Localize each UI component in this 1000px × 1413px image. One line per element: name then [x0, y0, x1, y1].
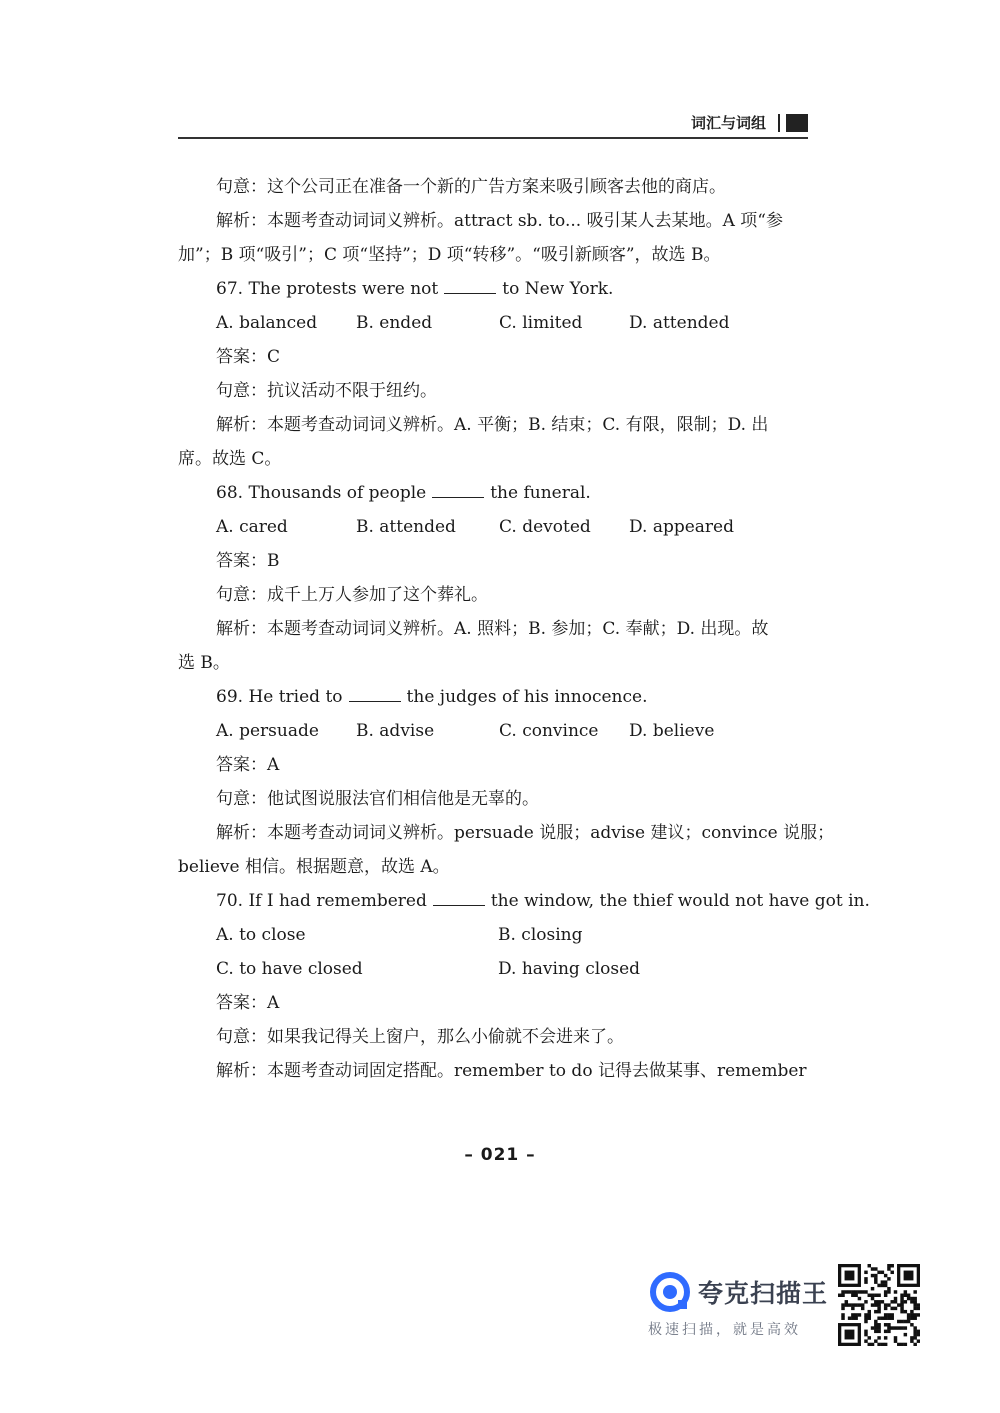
q69-options: [178, 714, 808, 748]
q67-option-a: A. balanced: [216, 313, 318, 333]
q70-options-row-1: [178, 918, 808, 952]
q67-stem-after: to New York.: [502, 279, 614, 299]
q68-stem: [178, 476, 808, 510]
q67-meaning: 句意：抗议活动不限于纽约。: [216, 381, 437, 401]
q68-options: [178, 510, 808, 544]
q69-option-c: C. convince: [499, 721, 599, 741]
q68-option-b: B. attended: [356, 517, 456, 537]
q69-option-d: D. believe: [629, 721, 715, 741]
q69-option-b: B. advise: [356, 721, 435, 741]
q66-meaning: 句意：这个公司正在准备一个新的广告方案来吸引顾客去他的商店。: [216, 177, 726, 197]
page-body: [178, 170, 870, 1088]
header-bar-mark: [778, 114, 780, 132]
q70-blank: [433, 890, 485, 906]
q67-analysis-1: 解析：本题考查动词词义辨析。A. 平衡；B. 结束；C. 有限，限制；D. 出: [216, 415, 769, 435]
watermark-slogan: 极速扫描，就是高效: [648, 1322, 801, 1338]
q67-option-c: C. limited: [499, 313, 583, 333]
q70-stem: [178, 884, 870, 918]
q68-analysis-2: 选 B。: [178, 653, 230, 673]
q68-analysis-1: 解析：本题考查动词词义辨析。A. 照料；B. 参加；C. 奉献；D. 出现。故: [216, 619, 769, 639]
q66-analysis-1: 解析：本题考查动词词义辨析。attract sb. to... 吸引某人去某地。A 项“参: [216, 211, 783, 231]
q70-analysis-1: 解析：本题考查动词固定搭配。remember to do 记得去做某事、remember: [216, 1061, 807, 1081]
q67-option-b: B. ended: [356, 313, 433, 333]
q70-options-row-2: [178, 952, 808, 986]
q70-option-c: C. to have closed: [216, 959, 363, 979]
q69-answer: 答案：A: [216, 755, 280, 775]
q69-meaning: 句意：他试图说服法官们相信他是无辜的。: [216, 789, 539, 809]
q68-answer: 答案：B: [216, 551, 280, 571]
header-block-mark: [786, 114, 808, 132]
q68-blank: [432, 482, 484, 498]
q69-analysis-1: 解析：本题考查动词词义辨析。persuade 说服；advise 建议；convince 说服；: [216, 823, 835, 843]
q67-option-d: D. attended: [629, 313, 730, 333]
q70-option-d: D. having closed: [498, 959, 641, 979]
q70-meaning: 句意：如果我记得关上窗户，那么小偷就不会进来了。: [216, 1027, 624, 1047]
q67-stem-before: 67. The protests were not: [216, 279, 439, 299]
q69-stem-after: the judges of his innocence.: [406, 687, 648, 707]
q68-stem-after: the funeral.: [490, 483, 591, 503]
watermark-brand-name: 夸克扫描王: [698, 1279, 829, 1308]
q69-stem-before: 69. He tried to: [216, 687, 343, 707]
q70-option-a: A. to close: [216, 925, 306, 945]
q68-option-d: D. appeared: [629, 517, 734, 537]
q67-options: [178, 306, 808, 340]
qr-code-icon: [838, 1264, 920, 1346]
q70-answer: 答案：A: [216, 993, 280, 1013]
q67-stem: [178, 272, 808, 306]
header-rule: [178, 137, 808, 139]
q68-option-a: A. cared: [216, 517, 288, 537]
scanner-watermark: [646, 1262, 926, 1346]
q70-stem-after: the window, the thief would not have got in.: [490, 891, 870, 911]
page-number: – 021 –: [464, 1145, 536, 1165]
q70-option-b: B. closing: [498, 925, 583, 945]
quark-logo-icon: [650, 1272, 690, 1312]
q69-stem: [178, 680, 808, 714]
q67-blank: [444, 278, 496, 294]
q67-analysis-2: 席。故选 C。: [178, 449, 282, 469]
q69-analysis-2: believe 相信。根据题意，故选 A。: [178, 857, 450, 877]
chapter-title: 词汇与词组: [690, 114, 766, 132]
q69-option-a: A. persuade: [216, 721, 319, 741]
q70-stem-before: 70. If I had remembered: [216, 891, 427, 911]
q68-meaning: 句意：成千上万人参加了这个葬礼。: [216, 585, 488, 605]
q68-stem-before: 68. Thousands of people: [216, 483, 427, 503]
running-header: [178, 110, 808, 140]
q68-option-c: C. devoted: [499, 517, 591, 537]
q67-answer: 答案：C: [216, 347, 281, 367]
q69-blank: [349, 686, 401, 702]
q66-analysis-2: 加”；B 项“吸引”；C 项“坚持”；D 项“转移”。“吸引新顾客”，故选 B。: [178, 245, 721, 265]
